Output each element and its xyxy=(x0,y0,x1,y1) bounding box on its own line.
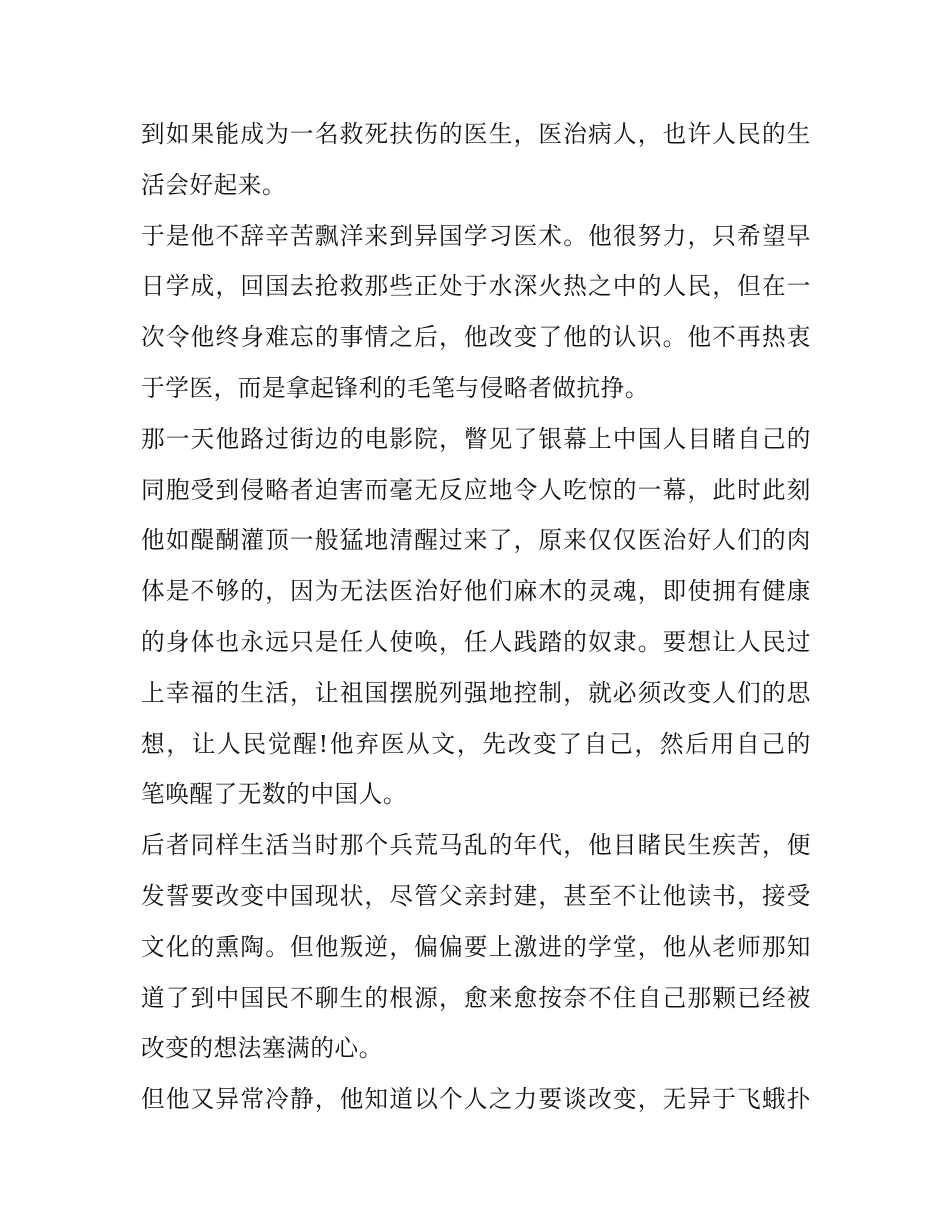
text-line: 想，让人民觉醒!他弃医从文，先改变了自己，然后用自己的 xyxy=(141,729,811,758)
text-line: 于是他不辞辛苦飘洋来到异国学习医术。他很努力，只希望早 xyxy=(141,221,811,250)
paragraph-1 xyxy=(141,109,811,211)
paragraph-4 xyxy=(141,820,811,1074)
paragraph-2 xyxy=(141,211,811,414)
text-line: 后者同样生活当时那个兵荒马乱的年代，他目睹民生疾苦，便 xyxy=(141,831,811,860)
text-line: 那一天他路过街边的电影院，瞥见了银幕上中国人目睹自己的 xyxy=(141,424,811,453)
text-line: 活会好起来。 xyxy=(141,170,287,199)
text-line: 但他又异常冷静，他知道以个人之力要谈改变，无异于飞蛾扑 xyxy=(141,1085,811,1114)
text-line: 文化的熏陶。但他叛逆，偏偏要上激进的学堂，他从老师那知 xyxy=(141,932,811,961)
text-line: 次令他终身难忘的事情之后，他改变了他的认识。他不再热衷 xyxy=(141,323,811,352)
text-line: 的身体也永远只是任人使唤，任人践踏的奴隶。要想让人民过 xyxy=(141,627,811,656)
text-line: 改变的想法塞满的心。 xyxy=(141,1034,383,1063)
text-line: 体是不够的，因为无法医治好他们麻木的灵魂，即使拥有健康 xyxy=(141,577,811,606)
text-line: 他如醍醐灌顶一般猛地清醒过来了，原来仅仅医治好人们的肉 xyxy=(141,526,811,555)
text-line: 日学成，回国去抢救那些正处于水深火热之中的人民，但在一 xyxy=(141,272,811,301)
paragraph-3 xyxy=(141,414,811,820)
text-line: 到如果能成为一名救死扶伤的医生，医治病人，也许人民的生 xyxy=(141,120,811,148)
document-page xyxy=(141,109,811,1125)
text-line: 道了到中国民不聊生的根源，愈来愈按奈不住自己那颗已经被 xyxy=(141,983,811,1012)
text-line: 上幸福的生活，让祖国摆脱列强地控制，就必须改变人们的思 xyxy=(141,678,811,707)
text-line: 同胞受到侵略者迫害而毫无反应地令人吃惊的一幕，此时此刻 xyxy=(141,475,811,504)
text-line: 发誓要改变中国现状，尽管父亲封建，甚至不让他读书，接受 xyxy=(141,881,811,910)
text-line: 于学医，而是拿起锋利的毛笔与侵略者做抗挣。 xyxy=(141,373,650,402)
text-line: 笔唤醒了无数的中国人。 xyxy=(141,780,408,809)
paragraph-5 xyxy=(141,1074,811,1125)
